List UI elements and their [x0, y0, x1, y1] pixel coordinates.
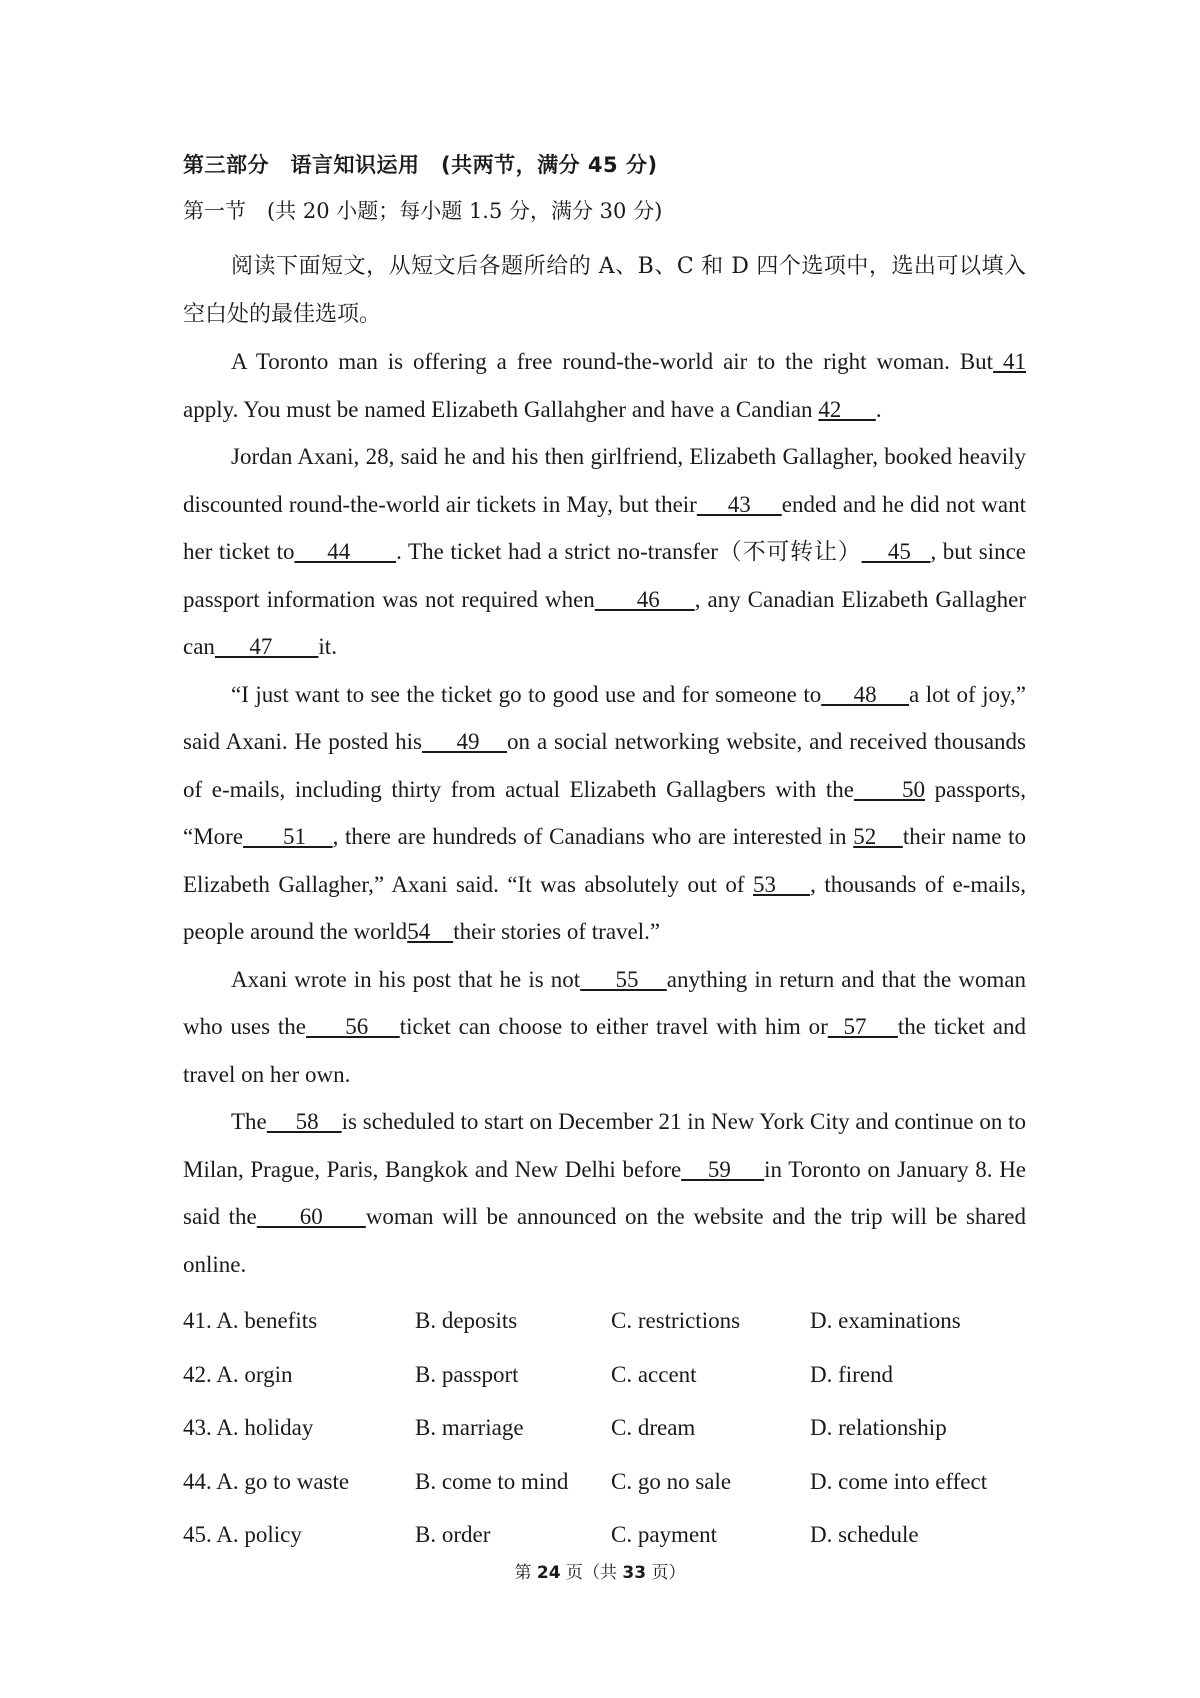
passage — [183, 338, 1026, 1288]
answer-blank: 42 — [818, 396, 876, 422]
passage-text: Jordan Axani, 28, said he and his then girlfriend, Elizabeth Gallagher, booked heavily discounted round-the-world air tickets in May, but their — [183, 444, 1026, 517]
passage-text: “I just want to see the ticket go to good use and for someone to — [231, 681, 822, 707]
page-content — [183, 150, 1026, 1562]
passage-paragraph — [183, 338, 1026, 433]
answer-blank: 44 — [294, 539, 397, 564]
part-title: 第三部分 语言知识运用 (共两节，满分 45 分) — [183, 153, 658, 177]
passage-text: A Toronto man is offering a free round-the-world air to the right woman. But — [231, 349, 994, 374]
option-row — [183, 1401, 1026, 1455]
passage-text: ended and he did not want her ticket to — [183, 491, 1026, 564]
passage-paragraph — [183, 956, 1026, 1099]
passage-text: Axani wrote in his post that he is not — [231, 966, 581, 992]
option-choice: C. dream — [611, 1415, 696, 1440]
passage-text: in Toronto on January 8. He said the — [183, 1156, 1027, 1229]
passage-text: , but since passport information was not required when — [183, 539, 1026, 612]
option-choice: C. accent — [611, 1361, 697, 1387]
option-row — [183, 1508, 1026, 1562]
footer-prefix: 第 — [514, 1563, 537, 1583]
answer-blank: 55 — [580, 966, 667, 992]
option-choice: C. restrictions — [611, 1308, 741, 1333]
option-choice: C. payment — [611, 1522, 718, 1547]
option-choice: 45. A. policy — [183, 1522, 302, 1547]
page-number: 24 — [536, 1563, 561, 1583]
passage-text: their stories of travel.” — [453, 919, 661, 944]
option-choice: B. come to mind — [415, 1468, 569, 1494]
option-choice: D. firend — [810, 1361, 894, 1387]
passage-text: , thousands of e-mails, people around the world — [183, 871, 1027, 944]
passage-text: . — [875, 396, 882, 422]
passage-text: their name to Elizabeth Gallagher,” Axani said. “It was absolutely out of — [183, 824, 1027, 897]
answer-blank: 45 — [861, 539, 931, 564]
option-row — [183, 1455, 1026, 1509]
passage-paragraph — [183, 433, 1026, 671]
answer-blank: 54 — [407, 919, 454, 944]
answer-blank: 49 — [422, 729, 508, 754]
passage-text: a lot of joy,” said Axani. He posted his — [183, 681, 1026, 754]
option-choice: 42. A. orgin — [183, 1361, 293, 1387]
instruction-paragraph: 阅读下面短文，从短文后各题所给的 A、B、C 和 D 四个选项中，选出可以填入空白处的最佳选项。 — [183, 254, 1026, 327]
answer-blank: 43 — [696, 491, 782, 517]
option-choice: D. examinations — [810, 1308, 961, 1333]
option-choice: C. go no sale — [611, 1468, 732, 1494]
answer-blank: 47 — [214, 634, 319, 659]
passage-text: apply. You must be named Elizabeth Gallahgher and have a Candian — [183, 396, 819, 422]
option-choice: 41. A. benefits — [183, 1308, 318, 1333]
option-choice: D. relationship — [810, 1415, 947, 1440]
passage-paragraph — [183, 1098, 1026, 1288]
option-row — [183, 1294, 1026, 1348]
answer-blank: 57 — [827, 1014, 898, 1039]
passage-text: the ticket and travel on her own. — [183, 1014, 1027, 1087]
answer-blank: 41 — [993, 349, 1027, 374]
answer-blank: 53 — [753, 871, 811, 897]
passage-text: on a social networking website, and received thousands of e-mails, including thirty from actual Elizabeth Gallagbers with the — [183, 729, 1027, 802]
footer-middle: 页（共 — [560, 1563, 623, 1583]
option-choice: D. come into effect — [810, 1468, 988, 1494]
answer-blank: 46 — [594, 586, 695, 612]
passage-text: passports, “More — [183, 776, 1026, 849]
option-choice: B. marriage — [415, 1415, 524, 1440]
total-pages: 33 — [622, 1563, 647, 1583]
passage-paragraph — [183, 671, 1026, 956]
answer-blank: 59 — [681, 1156, 765, 1182]
passage-text: woman will be announced on the website and the trip will be shared online. — [183, 1204, 1027, 1277]
option-choice: 43. A. holiday — [183, 1415, 314, 1440]
answer-blank: 56 — [306, 1014, 400, 1039]
option-choice: D. schedule — [810, 1522, 919, 1547]
answer-blank: 58 — [266, 1109, 342, 1134]
passage-text: . The ticket had a strict no-transfer（不可转让） — [396, 539, 862, 564]
option-choice: B. order — [415, 1522, 491, 1547]
page-footer — [0, 1558, 1200, 1583]
options-list — [183, 1294, 1026, 1562]
option-choice: B. passport — [415, 1361, 519, 1387]
passage-text: , there are hundreds of Canadians who are interested in — [332, 824, 854, 849]
answer-blank: 48 — [821, 681, 910, 707]
footer-suffix: 页） — [646, 1563, 686, 1583]
passage-text: , any Canadian Elizabeth Gallagher can — [183, 586, 1026, 659]
passage-text: it. — [318, 634, 337, 659]
passage-text: anything in return and that the woman who uses the — [183, 966, 1027, 1039]
answer-blank: 60 — [256, 1204, 366, 1229]
option-row — [183, 1348, 1026, 1402]
passage-text: is scheduled to start on December 21 in New York City and continue on to Milan, Prague, Paris, Bangkok and New Delhi before — [183, 1109, 1027, 1182]
option-choice: 44. A. go to waste — [183, 1468, 350, 1494]
answer-blank: 51 — [243, 824, 333, 849]
passage-text: The — [231, 1109, 267, 1134]
section-title: 第一节 (共 20 小题；每小题 1.5 分，满分 30 分) — [183, 199, 663, 223]
passage-text: ticket can choose to either travel with him or — [399, 1014, 828, 1039]
answer-blank: 52 — [853, 824, 903, 849]
option-choice: B. deposits — [415, 1308, 518, 1333]
answer-blank: 50 — [853, 776, 926, 802]
